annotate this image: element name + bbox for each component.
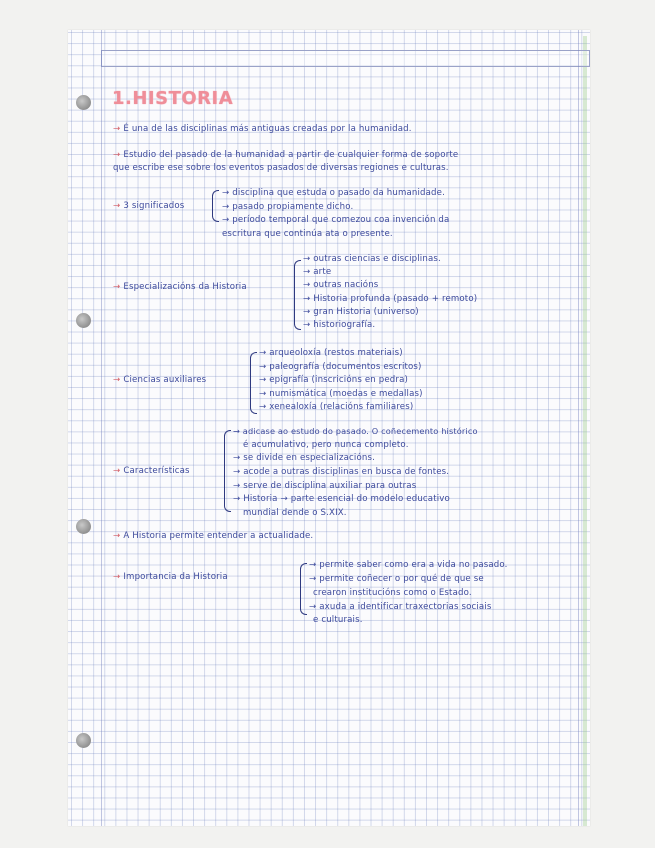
list-item: → serve de disciplina auxiliar para outras <box>233 481 417 491</box>
list-item: crearon institucións como o Estado. <box>313 588 472 598</box>
list-item: → disciplina que estuda o pasado da humanidade. <box>222 188 445 198</box>
arrow-icon: → <box>113 466 121 476</box>
list-item: → adicase ao estudo do pasado. O coñecemento histórico <box>233 426 478 436</box>
list-item: mundial dende o S.XIX. <box>243 508 347 518</box>
list-item: → arqueoloxía (restos materiais) <box>259 348 403 358</box>
list-item: → acode a outras disciplinas en busca de fontes. <box>233 467 450 477</box>
brace-icon <box>212 190 219 222</box>
list-item: → axuda a identificar traxectorias sociais <box>309 602 492 612</box>
list-item: → permite saber como era a vida no pasado. <box>309 560 508 570</box>
list-item: e culturais. <box>313 615 363 625</box>
arrow-icon: → <box>113 375 121 385</box>
section-label: → Especializacións da Historia <box>113 282 247 292</box>
section-label: → Características <box>113 466 190 476</box>
page-edge <box>583 36 587 826</box>
left-margin-line <box>101 30 102 826</box>
section-label: → 3 significados <box>113 201 185 211</box>
brace-icon <box>300 563 307 615</box>
list-item: → outras ciencias e disciplinas. <box>303 254 441 264</box>
page-title: 1.HISTORIA <box>112 88 234 109</box>
binder-hole <box>76 95 91 110</box>
list-item: → se divide en especializacións. <box>233 453 375 463</box>
list-item: escritura que continúa ata o presente. <box>222 229 393 239</box>
header-box <box>101 50 590 67</box>
list-item: → paleografía (documentos escritos) <box>259 362 422 372</box>
section-label: → A Historia permite entender a actualidade. <box>113 531 314 541</box>
intro-line: que escribe ese sobre los eventos pasados de diversas regiones e culturas. <box>113 163 449 173</box>
brace-icon <box>224 430 231 512</box>
list-item: → epigrafía (inscricións en pedra) <box>259 375 408 385</box>
list-item: → outras nacións <box>303 280 379 290</box>
arrow-icon: → <box>113 124 121 134</box>
list-item: → arte <box>303 267 332 277</box>
list-item: é acumulativo, pero nunca completo. <box>243 440 409 450</box>
list-item: → período temporal que comezou coa invención da <box>222 215 450 225</box>
intro-line: → Estudio del pasado de la humanidad a partir de cualquier forma de soporte <box>113 150 459 160</box>
brace-icon <box>294 260 301 330</box>
arrow-icon: → <box>113 282 121 292</box>
list-item: → numismática (moedas e medallas) <box>259 389 423 399</box>
arrow-icon: → <box>113 150 121 160</box>
section-label: → Importancia da Historia <box>113 572 228 582</box>
list-item: → Historia profunda (pasado + remoto) <box>303 294 478 304</box>
binder-hole <box>76 733 91 748</box>
list-item: → Historia → parte esencial do modelo educativo <box>233 494 450 504</box>
brace-icon <box>250 352 257 414</box>
list-item: → permite coñecer o por qué de que se <box>309 574 484 584</box>
arrow-icon: → <box>113 201 121 211</box>
binder-hole <box>76 313 91 328</box>
binder-hole <box>76 519 91 534</box>
list-item: → pasado propiamente dicho. <box>222 202 354 212</box>
arrow-icon: → <box>113 572 121 582</box>
right-margin-line <box>578 30 579 826</box>
arrow-icon: → <box>113 531 121 541</box>
intro-line: → É una de las disciplinas más antiguas creadas por la humanidad. <box>113 124 412 134</box>
section-label: → Ciencias auxiliares <box>113 375 207 385</box>
list-item: → xenealoxía (relacións familiares) <box>259 402 414 412</box>
list-item: → gran Historia (universo) <box>303 307 419 317</box>
list-item: → historiografía. <box>303 320 376 330</box>
